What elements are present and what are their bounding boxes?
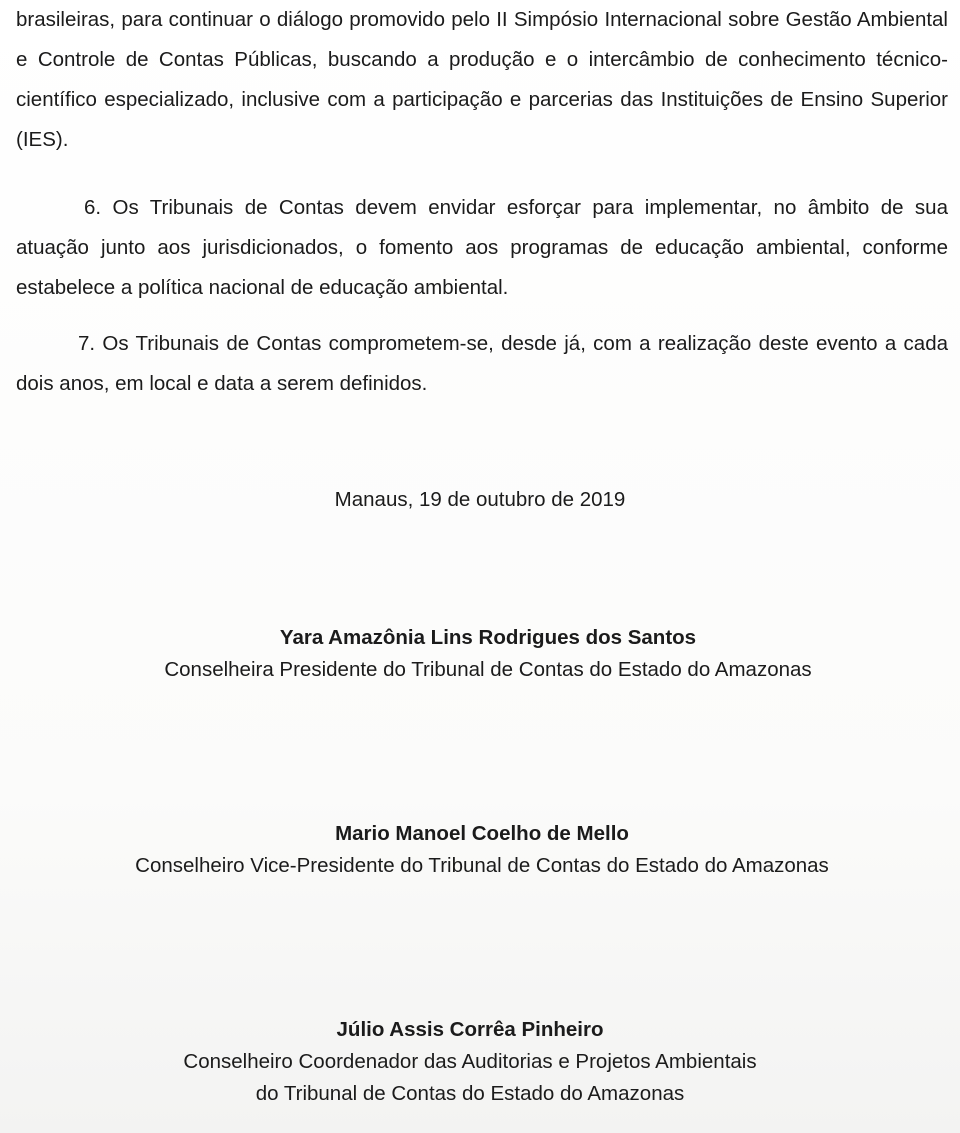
paragraph-continuation: brasileiras, para continuar o diálogo promovido pelo II Simpósio Internacional sobre Gestão Ambiental e Controle de Contas Públicas, buscando a produção e o intercâmbio de conhecimento técnico-científico especializado, inclusive com a participação e parcerias das Instituições de Ensino Superior (IES).	[16, 8, 948, 151]
paragraph-item-7: 7. Os Tribunais de Contas comprometem-se, desde já, com a realização deste evento a cada dois anos, em local e data a serem definidos.	[16, 332, 948, 395]
place-and-date: Manaus, 19 de outubro de 2019	[334, 488, 626, 511]
paragraph-item-6: 6. Os Tribunais de Contas devem envidar esforçar para implementar, no âmbito de sua atuação junto aos jurisdicionados, o fomento aos programas de educação ambiental, conforme estabelece a política nacional de educação ambiental.	[16, 196, 948, 299]
signatory-name: Yara Amazônia Lins Rodrigues dos Santos	[279, 626, 697, 649]
signature-block-coordinator	[0, 1014, 950, 1110]
signatory-title: Conselheiro Vice-Presidente do Tribunal de Contas do Estado do Amazonas	[135, 854, 829, 877]
signature-block-president	[8, 622, 960, 686]
signatory-name: Mario Manoel Coelho de Mello	[335, 822, 629, 845]
signatory-title-line-1: Conselheiro Coordenador das Auditorias e Projetos Ambientais	[183, 1050, 757, 1073]
signatory-name: Júlio Assis Corrêa Pinheiro	[336, 1018, 604, 1041]
signatory-title-line-2: do Tribunal de Contas do Estado do Amazonas	[255, 1082, 685, 1105]
signature-block-vice-president	[2, 818, 960, 882]
signatory-title: Conselheira Presidente do Tribunal de Contas do Estado do Amazonas	[164, 658, 812, 681]
